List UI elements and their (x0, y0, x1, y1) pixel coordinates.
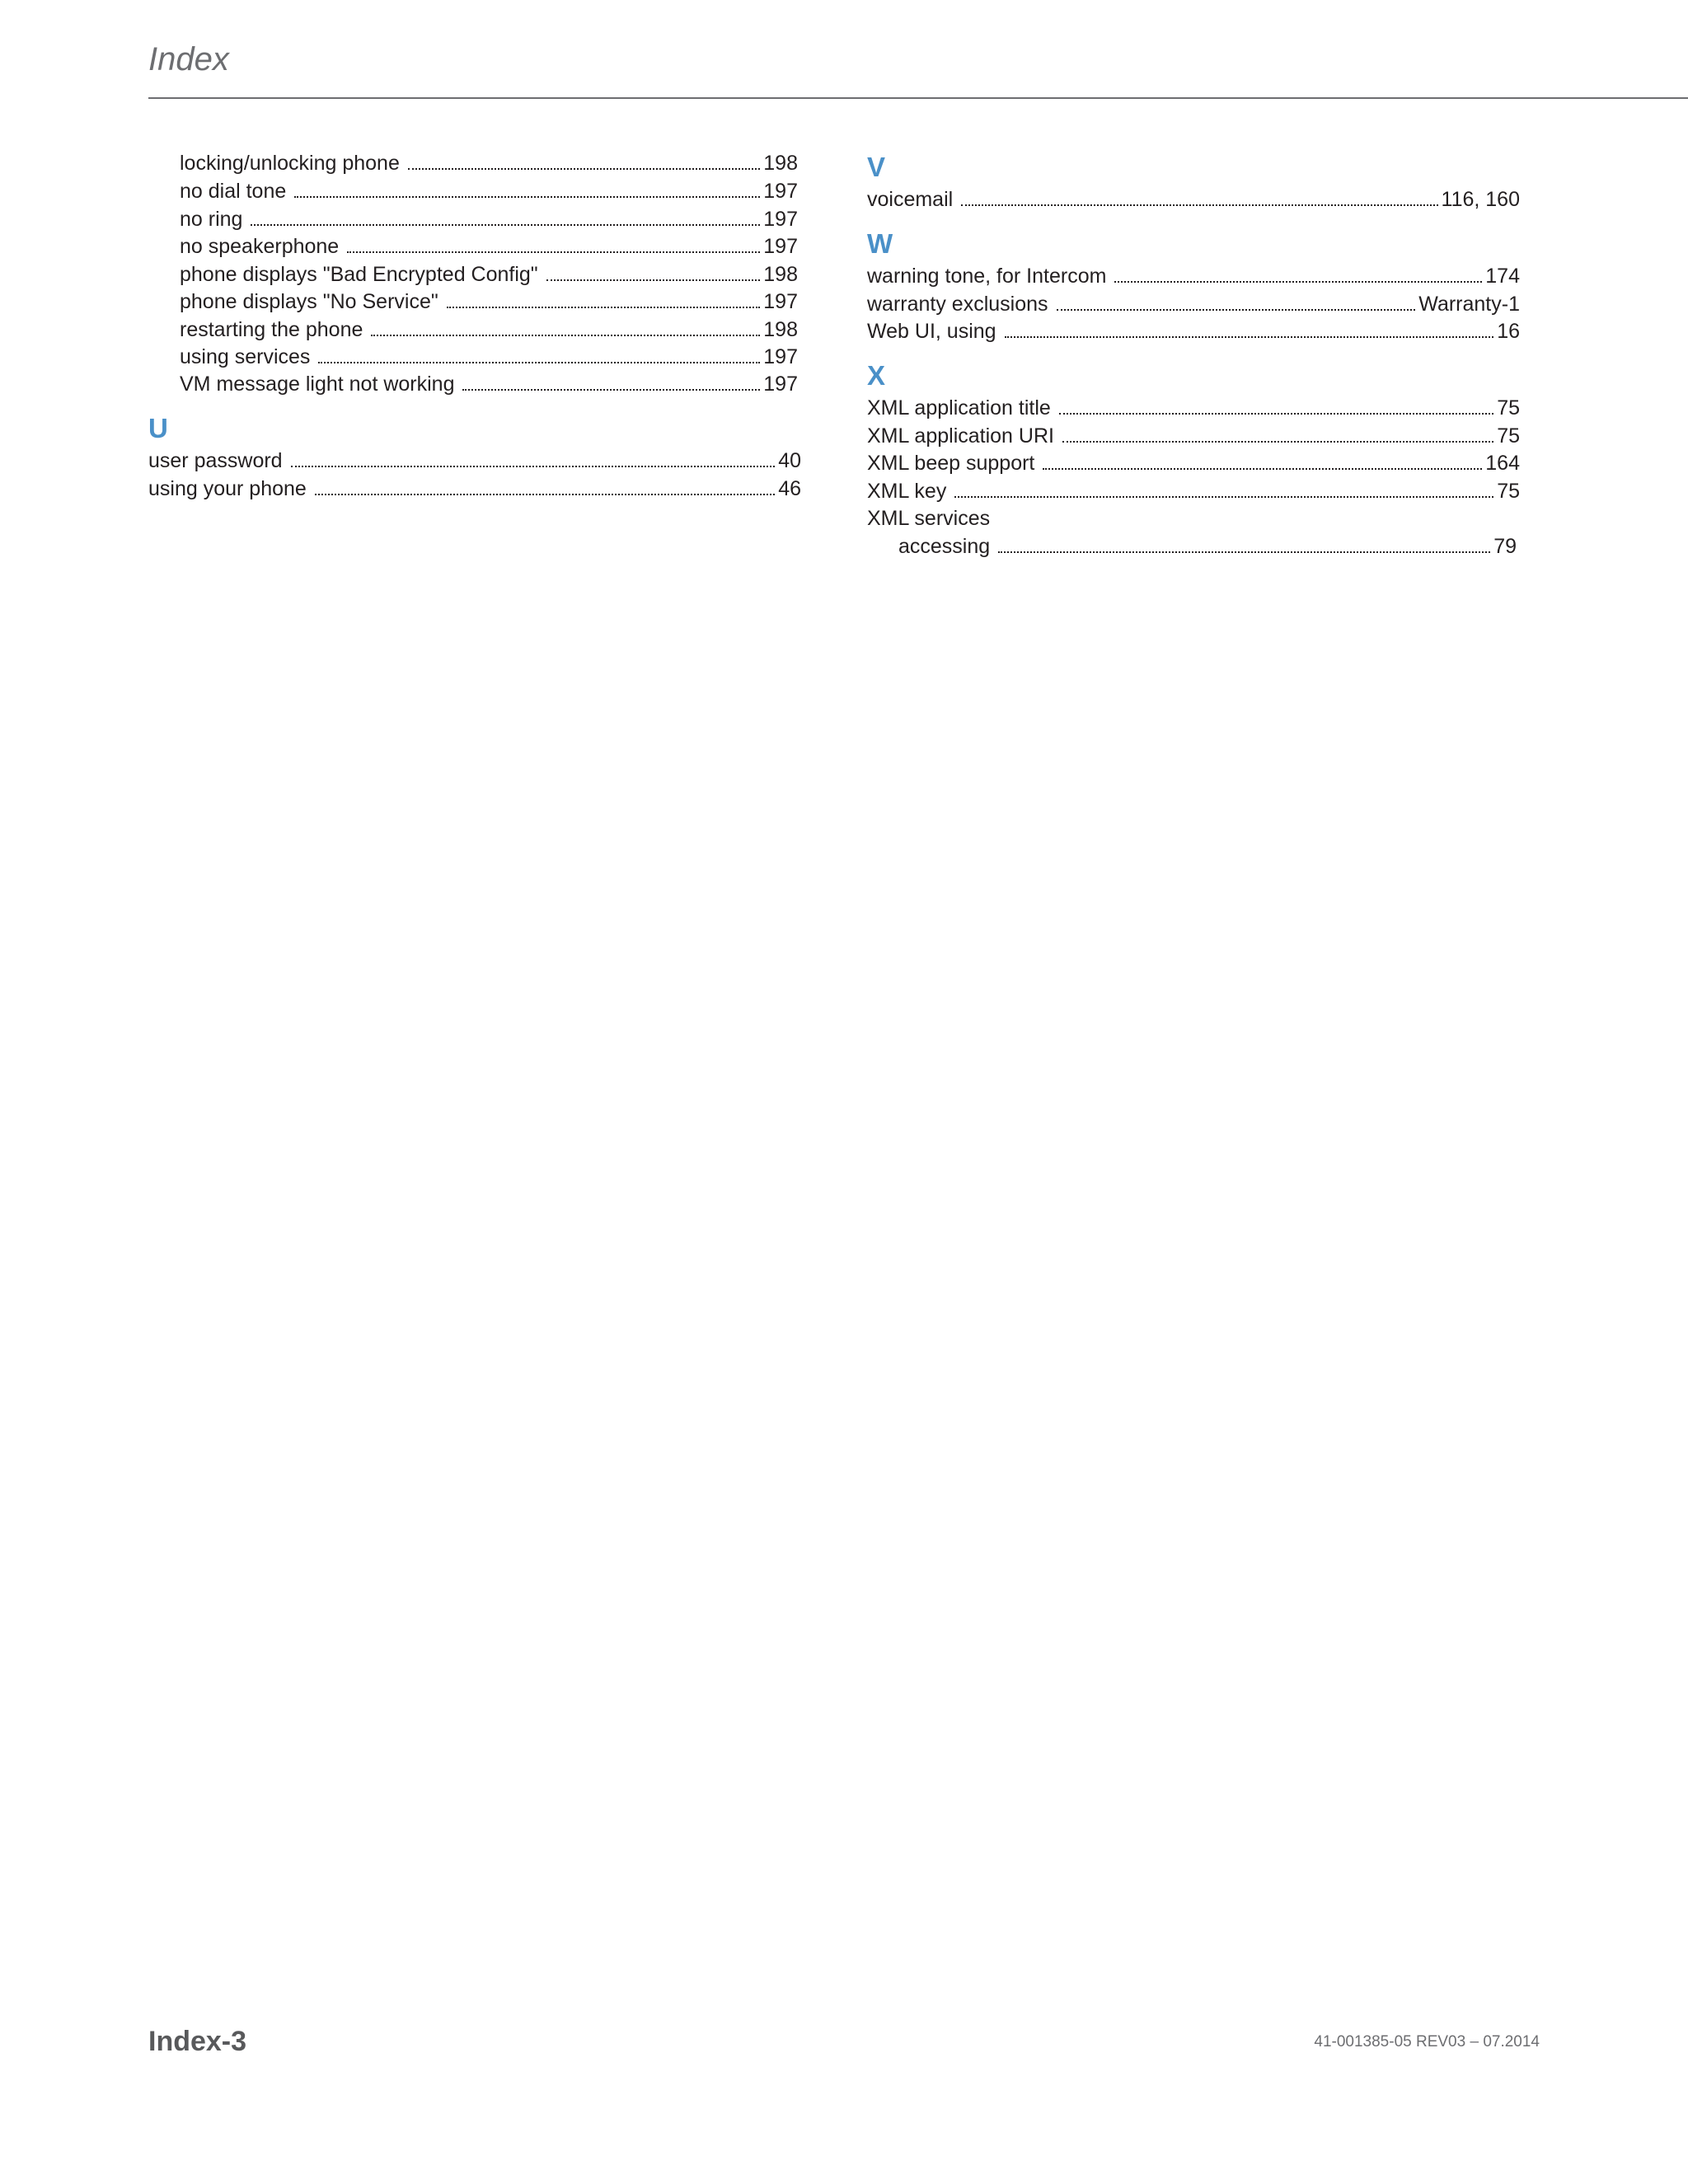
dot-leader (318, 362, 760, 363)
dot-leader (294, 196, 760, 198)
index-entry (180, 343, 798, 371)
index-entry-label: using services (180, 345, 311, 368)
dot-leader (1043, 468, 1482, 470)
index-entry-label: accessing (898, 535, 991, 558)
index-entry (180, 260, 798, 288)
index-entry (180, 177, 798, 205)
section-letter-u: U (148, 413, 168, 443)
index-entry (867, 477, 1520, 505)
dot-leader (1059, 413, 1493, 415)
index-entry-page: 197 (763, 235, 798, 258)
index-entry-label: phone displays "No Service" (180, 290, 438, 313)
page-header-title: Index (148, 41, 229, 77)
index-entry-page: Warranty-1 (1418, 293, 1520, 316)
dot-leader (1114, 281, 1482, 283)
index-entry-label: XML beep support (867, 452, 1035, 475)
footer-page-number: Index-3 (148, 2026, 247, 2057)
index-entry-label: Web UI, using (867, 320, 996, 343)
dot-leader (1005, 336, 1494, 338)
index-entry-label: no ring (180, 208, 243, 231)
index-entry-label: user password (148, 449, 283, 472)
dot-leader (462, 389, 760, 391)
index-entry (180, 232, 798, 260)
index-entry-page: 40 (778, 449, 801, 472)
index-entry-page: 164 (1485, 452, 1520, 475)
dot-leader (998, 551, 1490, 553)
dot-leader (408, 168, 760, 170)
section-letter-w: W (867, 228, 893, 259)
footer-document-id: 41-001385-05 REV03 – 07.2014 (1314, 2033, 1540, 2050)
index-entry (180, 316, 798, 344)
index-entry-label: VM message light not working (180, 373, 455, 396)
dot-leader (961, 204, 1437, 206)
index-entry-label: warranty exclusions (867, 293, 1048, 316)
dot-leader (347, 251, 760, 253)
index-entry-label: warning tone, for Intercom (867, 265, 1107, 288)
index-entry-page: 197 (763, 290, 798, 313)
index-entry-label: voicemail (867, 188, 954, 211)
dot-leader (371, 335, 760, 336)
index-entry-label: locking/unlocking phone (180, 152, 400, 175)
index-entry-page: 197 (763, 373, 798, 396)
index-entry (867, 317, 1520, 345)
index-entry-label: no speakerphone (180, 235, 340, 258)
dot-leader (315, 494, 775, 495)
index-entry (180, 205, 798, 233)
header-rule (148, 97, 1688, 99)
index-entry-page: 79 (1493, 535, 1517, 558)
section-letter-x: X (867, 360, 886, 391)
index-entry-label: XML application URI (867, 424, 1054, 448)
section-letter-v: V (867, 152, 886, 182)
index-entry-label: XML application title (867, 396, 1051, 419)
index-entry-page: 198 (763, 152, 798, 175)
dot-leader (1057, 309, 1416, 311)
index-entry-page: 174 (1485, 265, 1520, 288)
index-entry-label: XML key (867, 480, 947, 503)
index-entry (180, 149, 798, 177)
index-entry-heading (867, 504, 1520, 532)
dot-leader (447, 307, 761, 308)
dot-leader (291, 466, 776, 467)
index-entry-page: 75 (1497, 424, 1520, 448)
index-entry-label: phone displays "Bad Encrypted Config" (180, 263, 538, 286)
index-entry (867, 262, 1520, 290)
dot-leader (1062, 441, 1493, 443)
index-entry-page: 197 (763, 345, 798, 368)
index-entry-page: 116, 160 (1441, 188, 1520, 211)
index-entry-page: 75 (1497, 480, 1520, 503)
index-entry-page: 198 (763, 318, 798, 341)
index-entry (867, 185, 1520, 213)
index-entry (148, 475, 801, 503)
index-entry-page: 197 (763, 208, 798, 231)
index-entry-page: 197 (763, 180, 798, 203)
index-entry (867, 422, 1520, 450)
index-entry-page: 46 (778, 477, 801, 500)
index-entry (867, 394, 1520, 422)
dot-leader (954, 496, 1493, 498)
index-entry-label: using your phone (148, 477, 307, 500)
index-entry-page: 75 (1497, 396, 1520, 419)
index-entry-label: no dial tone (180, 180, 287, 203)
dot-leader (251, 224, 760, 226)
index-entry (148, 447, 801, 475)
index-entry (898, 532, 1517, 560)
dot-leader (546, 279, 761, 281)
index-entry-label: XML services (867, 507, 991, 530)
index-entry (180, 288, 798, 316)
index-entry (867, 290, 1520, 318)
index-entry-label: restarting the phone (180, 318, 363, 341)
index-entry (180, 370, 798, 398)
index-entry (867, 449, 1520, 477)
index-entry-page: 16 (1497, 320, 1520, 343)
index-entry-page: 198 (763, 263, 798, 286)
